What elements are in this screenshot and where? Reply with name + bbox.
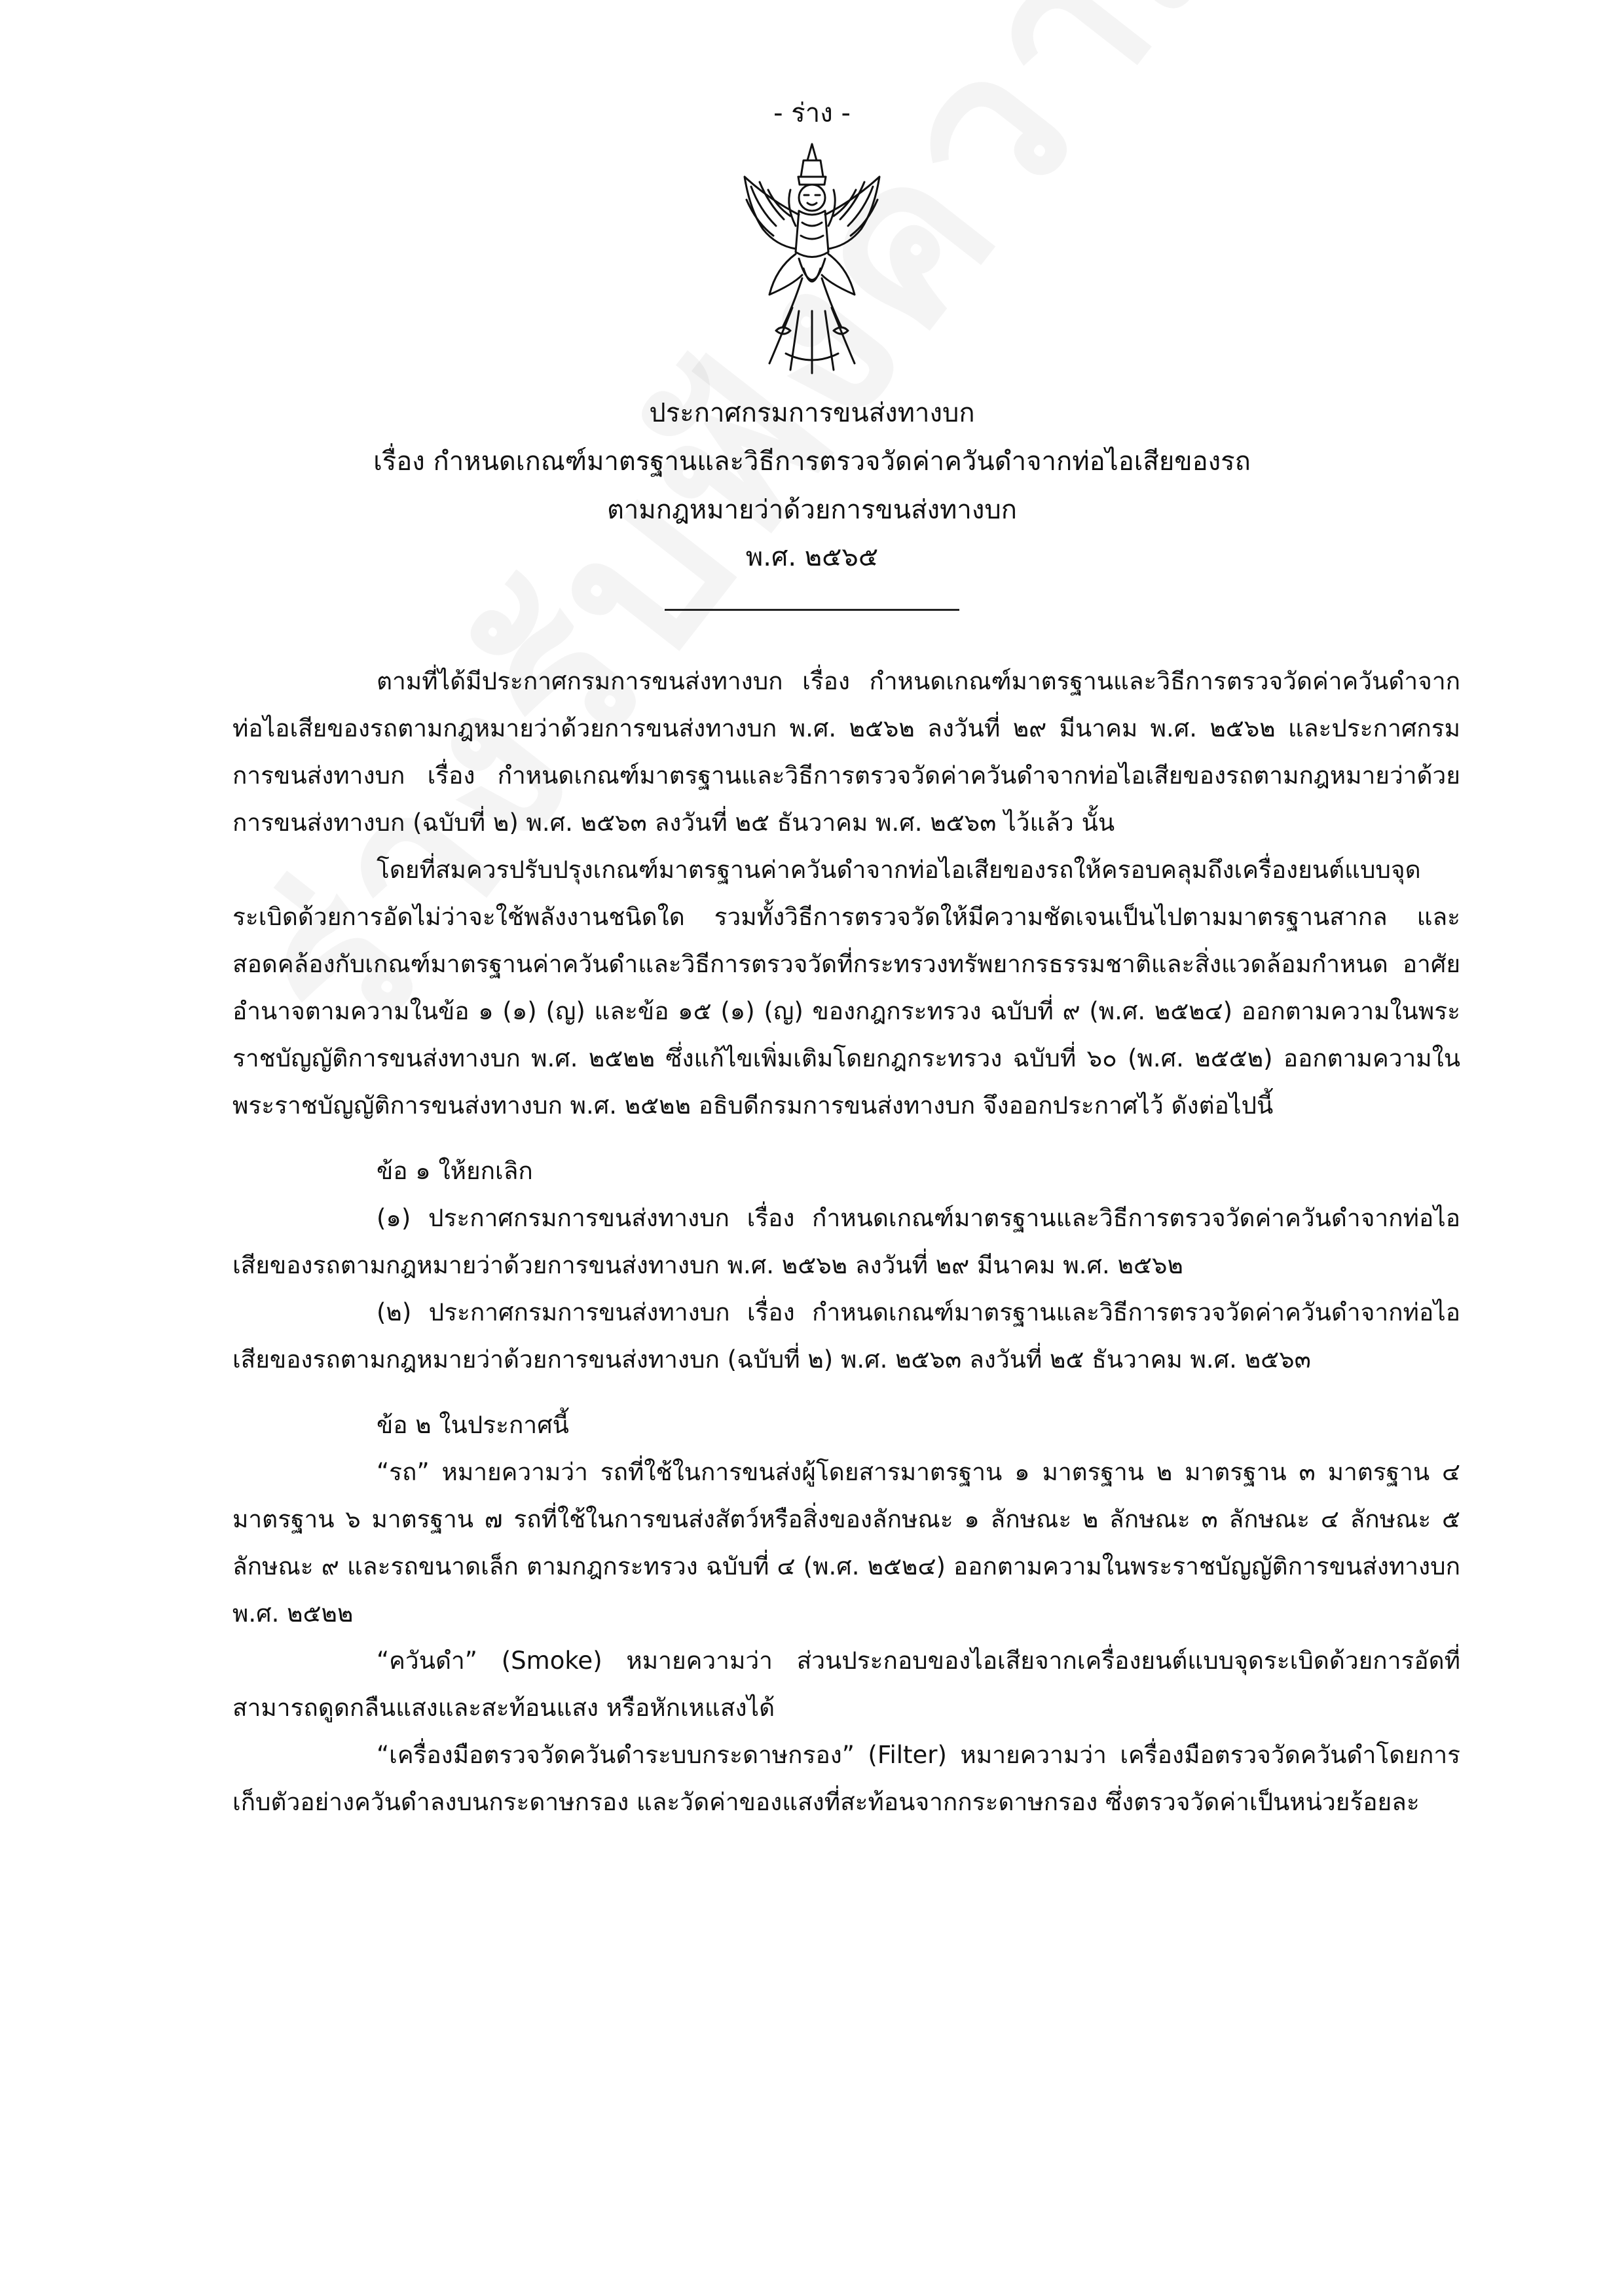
document-body [232, 658, 1460, 1826]
clause-1-item: (๑) ประกาศกรมการขนส่งทางบก เรื่อง กำหนดเกณฑ์มาตรฐานและวิธีการตรวจวัดค่าควันดำจากท่อไอเสียของรถตามกฎหมายว่าด้วยการขนส่งทางบก พ.ศ. ๒๕๖๒ ลงวันที่ ๒๙ มีนาคม พ.ศ. ๒๕๖๒ [232, 1204, 1460, 1279]
definition-smoke: “ควันดำ” (Smoke) หมายความว่า ส่วนประกอบของไอเสียจากเครื่องยนต์แบบจุดระเบิดด้วยการอัดที่สามารถดูดกลืนแสงและสะท้อนแสง หรือหักเหแสงได้ [232, 1647, 1460, 1722]
header-subject: เรื่อง กำหนดเกณฑ์มาตรฐานและวิธีการตรวจวัดค่าควันดำจากท่อไอเสียของรถ [373, 446, 1251, 477]
preamble-paragraph: ตามที่ได้มีประกาศกรมการขนส่งทางบก เรื่อง กำหนดเกณฑ์มาตรฐานและวิธีการตรวจวัดค่าควันดำจากท่อไอเสียของรถตามกฎหมายว่าด้วยการขนส่งทางบก พ.ศ. ๒๕๖๒ ลงวันที่ ๒๙ มีนาคม พ.ศ. ๒๕๖๒ และประกาศกรมการขนส่งทางบก เรื่อง กำหนดเกณฑ์มาตรฐานและวิธีการตรวจวัดค่าควันดำจากท่อไอเสียของรถตามกฎหมายว่าด้วยการขนส่งทางบก (ฉบับที่ ๒) พ.ศ. ๒๕๖๓ ลงวันที่ ๒๕ ธันวาคม พ.ศ. ๒๕๖๓ ไว้แล้ว นั้น [232, 667, 1460, 837]
header-year: พ.ศ. ๒๕๖๕ [745, 542, 879, 572]
definition-filter-meter: “เครื่องมือตรวจวัดควันดำระบบกระดาษกรอง” (Filter) หมายความว่า เครื่องมือตรวจวัดควันดำโดยการเก็บตัวอย่างควันดำลงบนกระดาษกรอง และวัดค่าของแสงที่สะท้อนจากกระดาษกรอง ซึ่งตรวจวัดค่าเป็นหน่วยร้อยละ [232, 1741, 1460, 1816]
clause-2-title: ข้อ ๒ ในประกาศนี้ [377, 1411, 569, 1439]
preamble-paragraph: โดยที่สมควรปรับปรุงเกณฑ์มาตรฐานค่าควันดำจากท่อไอเสียของรถให้ครอบคลุมถึงเครื่องยนต์แบบจุดระเบิดด้วยการอัดไม่ว่าจะใช้พลังงานชนิดใด รวมทั้งวิธีการตรวจวัดให้มีความชัดเจนเป็นไปตามมาตรฐานสากล และสอดคล้องกับเกณฑ์มาตรฐานค่าควันดำและวิธีการตรวจวัดที่กระทรวงทรัพยากรธรรมชาติและสิ่งแวดล้อมกำหนด อาศัยอำนาจตามความในข้อ ๑ (๑) (ญ) และข้อ ๑๕ (๑) (ญ) ของกฎกระทรวง ฉบับที่ ๙ (พ.ศ. ๒๕๒๔) ออกตามความในพระราชบัญญัติการขนส่งทางบก พ.ศ. ๒๕๒๒ ซึ่งแก้ไขเพิ่มเติมโดยกฎกระทรวง ฉบับที่ ๖๐ (พ.ศ. ๒๕๕๒) ออกตามความในพระราชบัญญัติการขนส่งทางบก พ.ศ. ๒๕๒๒ อธิบดีกรมการขนส่งทางบก จึงออกประกาศไว้ ดังต่อไปนี้ [232, 856, 1460, 1120]
draft-mark: - ร่าง - [773, 98, 851, 128]
garuda-emblem-icon [730, 137, 894, 380]
header-divider [665, 609, 959, 611]
clause-1-title: ข้อ ๑ ให้ยกเลิก [377, 1157, 533, 1185]
header-subject-line-2: ตามกฎหมายว่าด้วยการขนส่งทางบก [606, 495, 1018, 525]
header-agency: ประกาศกรมการขนส่งทางบก [649, 398, 975, 428]
definition-vehicle: “รถ” หมายความว่า รถที่ใช้ในการขนส่งผู้โดยสารมาตรฐาน ๑ มาตรฐาน ๒ มาตรฐาน ๓ มาตรฐาน ๔ มาตรฐาน ๖ มาตรฐาน ๗ รถที่ใช้ในการขนส่งสัตว์หรือสิ่งของลักษณะ ๑ ลักษณะ ๒ ลักษณะ ๓ ลักษณะ ๔ ลักษณะ ๕ ลักษณะ ๙ และรถขนาดเล็ก ตามกฎกระทรวง ฉบับที่ ๔ (พ.ศ. ๒๕๒๔) ออกตามความในพระราชบัญญัติการขนส่งทางบก พ.ศ. ๒๕๒๒ [232, 1458, 1460, 1628]
clause-1-item: (๒) ประกาศกรมการขนส่งทางบก เรื่อง กำหนดเกณฑ์มาตรฐานและวิธีการตรวจวัดค่าควันดำจากท่อไอเสียของรถตามกฎหมายว่าด้วยการขนส่งทางบก (ฉบับที่ ๒) พ.ศ. ๒๕๖๓ ลงวันที่ ๒๕ ธันวาคม พ.ศ. ๒๕๖๓ [232, 1298, 1460, 1374]
